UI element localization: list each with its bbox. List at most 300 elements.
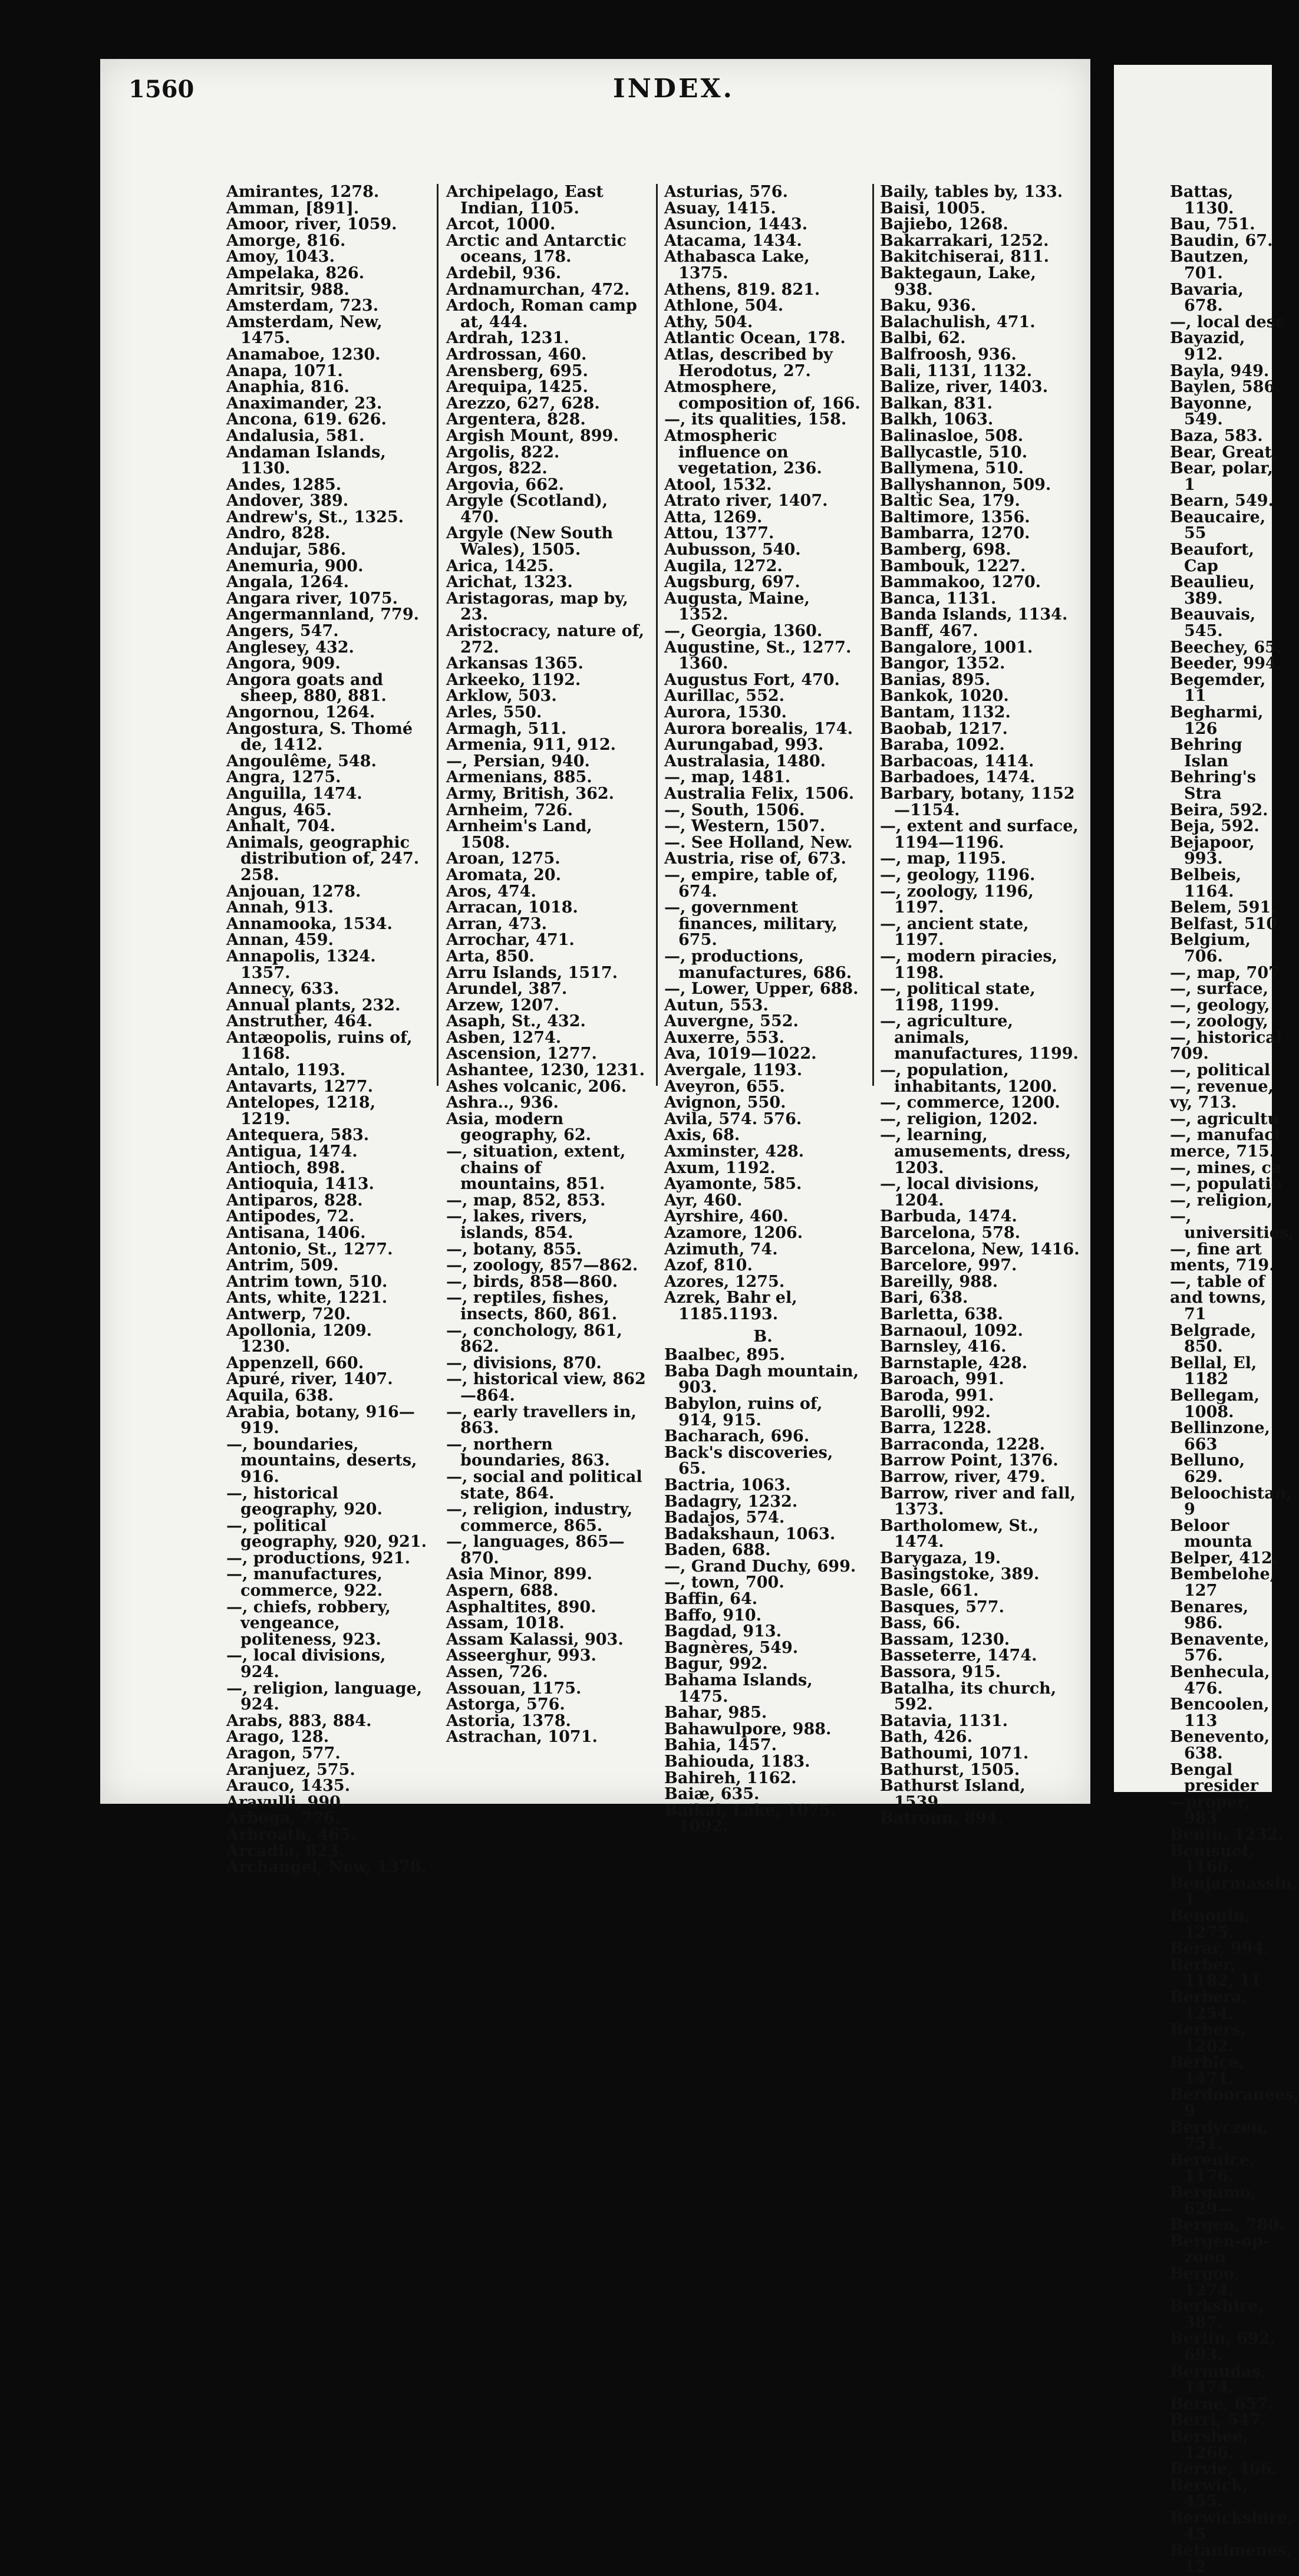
index-entry: Augila, 1272. bbox=[664, 556, 783, 575]
index-entry: Badagry, 1232. bbox=[664, 1492, 798, 1511]
index-entry: Batroun, 894. bbox=[880, 1809, 1003, 1828]
index-entry: Astorga, 576. bbox=[446, 1695, 565, 1714]
index-entry: Beaucaire, 55 bbox=[1170, 508, 1266, 543]
index-entry: Baylen, 586. bbox=[1170, 378, 1281, 397]
index-entry: Armagh, 511. bbox=[446, 719, 567, 738]
index-entry: —, northern boundaries, 863. bbox=[446, 1435, 610, 1470]
index-entry: Barcelona, 578. bbox=[880, 1224, 1021, 1242]
index-entry: Austria, rise of, 673. bbox=[664, 849, 846, 868]
index-entry: —, Georgia, 1360. bbox=[664, 622, 823, 641]
index-entry: Atool, 1532. bbox=[664, 475, 772, 494]
index-entry: ments, 719. bbox=[1170, 1256, 1275, 1275]
index-entry: Auxerre, 553. bbox=[664, 1028, 785, 1047]
index-entry: Asuncion, 1443. bbox=[664, 215, 808, 234]
index-entry: Bergen, 780. bbox=[1170, 2216, 1285, 2235]
index-entry: Antioch, 898. bbox=[226, 1158, 345, 1177]
index-entry: Back's discoveries, 65. bbox=[664, 1443, 833, 1478]
index-entry: —, geology, 1196. bbox=[880, 865, 1036, 884]
index-entry: Antrim, 509. bbox=[226, 1256, 339, 1275]
index-entry: Aubusson, 540. bbox=[664, 541, 801, 559]
index-entry: Belluno, 629. bbox=[1170, 1451, 1245, 1486]
index-entry: Axminster, 428. bbox=[664, 1142, 805, 1161]
index-entry: Auvergne, 552. bbox=[664, 1012, 799, 1031]
index-entry: Ancona, 619. 626. bbox=[226, 410, 387, 429]
index-entry: Asben, 1274. bbox=[446, 1028, 562, 1047]
index-entry: —, its qualities, 158. bbox=[664, 410, 847, 429]
index-entry: Belgrade, 850. bbox=[1170, 1321, 1257, 1356]
index-entry: —, extent and surface, 1194—1196. bbox=[880, 817, 1079, 852]
index-entry: Ardnamurchan, 472. bbox=[446, 280, 630, 299]
index-entry: Angora goats and sheep, 880, 881. bbox=[226, 670, 387, 706]
index-entry: Arequipa, 1425. bbox=[446, 378, 588, 397]
index-entry: Banias, 895. bbox=[880, 670, 991, 689]
index-entry: Anemuria, 900. bbox=[226, 556, 364, 575]
index-entry: Beja, 592. bbox=[1170, 817, 1260, 836]
index-entry: Berbice, 1471. bbox=[1170, 2053, 1245, 2088]
index-entry: Bermudas, 1474. bbox=[1170, 2362, 1267, 2397]
index-entry: Banff, 467. bbox=[880, 622, 978, 641]
index-entry: Ashes volcanic, 206. bbox=[446, 1077, 627, 1096]
index-entry: Aravulli, 990. bbox=[226, 1793, 347, 1811]
index-entry: Banda Islands, 1134. bbox=[880, 605, 1068, 624]
index-entry: —, lakes, rivers, islands, 854. bbox=[446, 1207, 588, 1242]
index-entry: Augusta, Maine, 1352. bbox=[664, 589, 810, 624]
index-entry: Ardrossan, 460. bbox=[446, 345, 587, 364]
index-entry: Armenia, 911, 912. bbox=[446, 736, 616, 755]
index-entry: Bath, 426. bbox=[880, 1728, 972, 1747]
index-entry: —, boundaries, mountains, deserts, 916. bbox=[226, 1435, 417, 1486]
index-entry: Australia Felix, 1506. bbox=[664, 784, 855, 803]
index-entry: —, ancient state, 1197. bbox=[880, 914, 1029, 950]
index-entry: Bembelohe, 127 bbox=[1170, 1565, 1276, 1600]
index-entry: Begemder, 11 bbox=[1170, 670, 1266, 706]
index-column-5 bbox=[1170, 183, 1299, 2576]
index-entry: Bahawulpore, 988. bbox=[664, 1719, 832, 1738]
index-entry: —, zoology, 1196, 1197. bbox=[880, 882, 1034, 917]
index-entry: Azamore, 1206. bbox=[664, 1224, 803, 1242]
index-entry: Beira, 592. bbox=[1170, 801, 1268, 819]
index-entry: Benavente, 576. bbox=[1170, 1630, 1270, 1665]
index-entry: Amorge, 816. bbox=[226, 231, 346, 250]
index-entry: Athlone, 504. bbox=[664, 297, 784, 315]
index-entry: —, modern piracies, 1198. bbox=[880, 947, 1058, 982]
index-entry: Aurungabad, 993. bbox=[664, 736, 824, 755]
index-entry: Baroda, 991. bbox=[880, 1386, 994, 1405]
index-entry: Augustine, St., 1277. 1360. bbox=[664, 638, 852, 673]
index-entry: Amoor, river, 1059. bbox=[226, 215, 397, 234]
index-entry: Angermannland, 779. bbox=[226, 605, 420, 624]
index-entry: Benjarmassin, 1 bbox=[1170, 1874, 1298, 1909]
index-entry: Anguilla, 1474. bbox=[226, 784, 362, 803]
index-entry: Arnheim, 726. bbox=[446, 801, 573, 819]
index-entry: Amman, [891]. bbox=[226, 199, 360, 218]
index-entry: Angoulême, 548. bbox=[226, 752, 377, 770]
index-entry: —, local divisions, 924. bbox=[226, 1646, 386, 1682]
index-entry: Bahia, 1457. bbox=[664, 1736, 777, 1755]
index-entry: Bangor, 1352. bbox=[880, 654, 1005, 673]
index-entry: Arran, 473. bbox=[446, 914, 548, 933]
index-entry: 709. bbox=[1170, 1045, 1209, 1063]
index-entry: Arta, 850. bbox=[446, 947, 535, 966]
index-entry: Bamberg, 698. bbox=[880, 541, 1011, 559]
index-entry: Antalo, 1193. bbox=[226, 1061, 346, 1080]
index-entry: Belfast, 510. bbox=[1170, 914, 1283, 933]
column-rule bbox=[656, 184, 658, 1086]
index-entry: merce, 715. bbox=[1170, 1142, 1275, 1161]
index-entry: Babylon, ruins of, 914, 915. bbox=[664, 1394, 823, 1429]
index-entry: —, map, 707 bbox=[1170, 963, 1280, 982]
index-entry: Bergamo, 629— bbox=[1170, 2183, 1257, 2218]
index-entry: Ascension, 1277. bbox=[446, 1045, 597, 1063]
index-entry: Belgium, 706. bbox=[1170, 931, 1251, 966]
index-entry: —, government finances, military, 675. bbox=[664, 898, 838, 950]
index-entry: Bagnères, 549. bbox=[664, 1638, 799, 1657]
index-entry: Baltimore, 1356. bbox=[880, 508, 1030, 526]
index-entry: Behring's Stra bbox=[1170, 768, 1257, 803]
index-entry: Aurora borealis, 174. bbox=[664, 719, 853, 738]
index-entry: Antelopes, 1218, 1219. bbox=[226, 1093, 376, 1128]
index-entry: —, situation, extent, chains of mountains, 851. bbox=[446, 1142, 626, 1194]
index-entry: Barnsley, 416. bbox=[880, 1338, 1007, 1356]
index-entry: Bali, 1131, 1132. bbox=[880, 361, 1033, 380]
index-entry: —, commerce, 1200. bbox=[880, 1093, 1060, 1112]
index-entry: Berne, 657. bbox=[1170, 2394, 1274, 2413]
index-entry: —, population, inhabitants, 1200. bbox=[880, 1061, 1057, 1096]
index-entry: Arcot, 1000. bbox=[446, 215, 556, 234]
index-entry: Attou, 1377. bbox=[664, 524, 774, 543]
index-entry: Bayla, 949. bbox=[1170, 361, 1270, 380]
index-entry: Bergen-op-zoon bbox=[1170, 2232, 1270, 2267]
index-entry: Bajiebo, 1268. bbox=[880, 215, 1008, 234]
index-entry: Ardebil, 936. bbox=[446, 263, 562, 282]
index-entry: Baiæ, 635. bbox=[664, 1785, 760, 1804]
index-entry: Andover, 389. bbox=[226, 492, 349, 510]
index-entry: Asuay, 1415. bbox=[664, 199, 776, 218]
index-entry: Anjouan, 1278. bbox=[226, 882, 361, 901]
index-entry: Apuré, river, 1407. bbox=[226, 1370, 393, 1389]
index-entry: Beauvais, 545. bbox=[1170, 605, 1256, 641]
index-entry: Bartholomew, St., 1474. bbox=[880, 1516, 1039, 1551]
index-entry: Bantam, 1132. bbox=[880, 703, 1011, 722]
index-entry: —, birds, 858—860. bbox=[446, 1272, 618, 1291]
index-entry: —proper, 983 bbox=[1170, 1793, 1250, 1828]
index-entry: Astrachan, 1071. bbox=[446, 1728, 598, 1747]
index-entry: Bacharach, 696. bbox=[664, 1427, 810, 1446]
index-column-3 bbox=[664, 184, 862, 1835]
index-entry: Bathoumi, 1071. bbox=[880, 1744, 1029, 1763]
index-entry: Ballyshannon, 509. bbox=[880, 475, 1051, 494]
index-entry: —, political geography, 920, 921. bbox=[226, 1516, 427, 1551]
index-entry: —, South, 1506. bbox=[664, 801, 805, 819]
index-entry: Andrew's, St., 1325. bbox=[226, 508, 404, 526]
index-entry: —, productions, 921. bbox=[226, 1549, 410, 1567]
index-entry: Baalbec, 895. bbox=[664, 1346, 786, 1365]
index-entry: Bengal presider bbox=[1170, 1760, 1259, 1796]
index-entry: Aromata, 20. bbox=[446, 865, 561, 884]
index-entry: Aspern, 688. bbox=[446, 1582, 559, 1600]
index-entry: Bassam, 1230. bbox=[880, 1630, 1010, 1649]
index-entry: Bervie, 466. bbox=[1170, 2460, 1277, 2479]
index-entry: —, historical geography, 920. bbox=[226, 1484, 383, 1519]
index-entry: Baza, 583. bbox=[1170, 426, 1263, 445]
index-entry: —, zoology, bbox=[1170, 1012, 1268, 1031]
index-entry: Barletta, 638. bbox=[880, 1305, 1003, 1323]
index-entry: Anhalt, 704. bbox=[226, 817, 335, 836]
index-entry: —, early travellers in, 863. bbox=[446, 1402, 637, 1438]
index-entry: Aveyron, 655. bbox=[664, 1077, 785, 1096]
index-entry: Balkan, 831. bbox=[880, 394, 993, 413]
index-entry: Arbroath, 465. bbox=[226, 1825, 357, 1844]
index-entry: Annamooka, 1534. bbox=[226, 914, 393, 933]
index-entry: Arauco, 1435. bbox=[226, 1777, 351, 1796]
index-entry: Beeder, 994. bbox=[1170, 654, 1282, 673]
index-entry: —. See Holland, New. bbox=[664, 833, 853, 852]
index-entry: Barcelore, 997. bbox=[880, 1256, 1017, 1275]
index-entry: —, manufactures, commerce, 922. bbox=[226, 1565, 383, 1600]
index-entry: Asaph, St., 432. bbox=[446, 1012, 586, 1031]
index-entry: Anaximander, 23. bbox=[226, 394, 383, 413]
index-entry: Baikal, Lake, 1075. 1092. bbox=[664, 1801, 836, 1836]
index-entry: Avila, 574. 576. bbox=[664, 1109, 802, 1128]
index-entry: Antipodes, 72. bbox=[226, 1207, 355, 1226]
index-entry: Bangalore, 1001. bbox=[880, 638, 1033, 657]
index-entry: Archipelago, East Indian, 1105. bbox=[446, 183, 604, 218]
index-entry: Angostura, S. Thomé de, 1412. bbox=[226, 719, 413, 755]
index-entry: —, Lower, Upper, 688. bbox=[664, 980, 859, 999]
index-entry: Begharmi, 126 bbox=[1170, 703, 1264, 738]
index-entry: Bakitchiserai, 811. bbox=[880, 248, 1049, 266]
index-entry: Bear, polar, 1 bbox=[1170, 459, 1273, 494]
index-entry: Antavarts, 1277. bbox=[226, 1077, 373, 1096]
index-entry: Andujar, 586. bbox=[226, 541, 347, 559]
index-entry: Berwickshire, 45 bbox=[1170, 2508, 1293, 2544]
index-entry: —, revenue, bbox=[1170, 1077, 1274, 1096]
index-entry: —, local desc bbox=[1170, 312, 1285, 331]
index-entry: Armenians, 885. bbox=[446, 768, 592, 787]
index-entry: Anaphia, 816. bbox=[226, 378, 350, 397]
index-entry: —, productions, manufactures, 686. bbox=[664, 947, 852, 982]
index-entry: Bass, 66. bbox=[880, 1614, 961, 1633]
index-entry: Andalusia, 581. bbox=[226, 426, 365, 445]
index-entry: —, religion, language, 924. bbox=[226, 1679, 423, 1714]
index-entry: Andro, 828. bbox=[226, 524, 331, 543]
index-column-4 bbox=[880, 184, 1080, 1827]
index-entry: Aristagoras, map by, 23. bbox=[446, 589, 628, 624]
index-entry: Benisuef, 1166. bbox=[1170, 1842, 1254, 1877]
index-entry: Balbi, 62. bbox=[880, 329, 966, 348]
index-entry: Avignon, 550. bbox=[664, 1093, 786, 1112]
index-entry: Berkshire, 387. bbox=[1170, 2297, 1264, 2332]
index-entry: Anstruther, 464. bbox=[226, 1012, 373, 1031]
index-entry: Ashantee, 1230, 1231. bbox=[446, 1061, 645, 1080]
index-entry: Batavia, 1131. bbox=[880, 1711, 1008, 1730]
index-entry: Assen, 726. bbox=[446, 1663, 548, 1682]
index-entry: Arnheim's Land, 1508. bbox=[446, 817, 592, 852]
index-entry: Berbers, 1202. bbox=[1170, 2021, 1247, 2055]
index-entry: Ayamonte, 585. bbox=[664, 1175, 802, 1194]
index-entry: Angra, 1275. bbox=[226, 768, 341, 787]
index-entry: Baisi, 1005. bbox=[880, 199, 986, 218]
index-entry: Baffin, 64. bbox=[664, 1590, 758, 1609]
index-entry: Argentera, 828. bbox=[446, 410, 586, 429]
index-entry: Basingstoke, 389. bbox=[880, 1565, 1040, 1584]
index-entry: Arzew, 1207. bbox=[446, 996, 560, 1014]
index-entry: Berenice, 1176. bbox=[1170, 2150, 1255, 2186]
index-entry: —, learning, amusements, dress, 1203. bbox=[880, 1126, 1071, 1177]
index-entry: Basseterre, 1474. bbox=[880, 1646, 1037, 1665]
index-entry: —, chiefs, robbery, vengeance, politeness, 923. bbox=[226, 1597, 391, 1649]
index-entry: Arcadia, 823. bbox=[226, 1842, 345, 1860]
index-entry: Atmospheric influence on vegetation, 236. bbox=[664, 426, 822, 478]
index-entry: Balachulish, 471. bbox=[880, 312, 1036, 331]
index-entry: Bautzen, 701. bbox=[1170, 248, 1249, 282]
index-entry: Asseerghur, 993. bbox=[446, 1646, 596, 1665]
index-entry: Argolis, 822. bbox=[446, 443, 560, 462]
index-entry: Berwick, 455. bbox=[1170, 2476, 1248, 2511]
index-entry: Aranjuez, 575. bbox=[226, 1760, 355, 1779]
index-entry: Beaulieu, 389. bbox=[1170, 573, 1255, 608]
index-entry: Antrim town, 510. bbox=[226, 1272, 388, 1291]
index-entry: Barbuda, 1474. bbox=[880, 1207, 1017, 1226]
index-entry: Argish Mount, 899. bbox=[446, 426, 619, 445]
index-entry: Arichat, 1323. bbox=[446, 573, 573, 592]
index-entry: Assouan, 1175. bbox=[446, 1679, 582, 1698]
index-entry: —, historical view, 862—864. bbox=[446, 1370, 646, 1405]
index-entry: Army, British, 362. bbox=[446, 784, 615, 803]
index-entry: —, agricultu bbox=[1170, 1109, 1280, 1128]
index-entry: Ardrah, 1231. bbox=[446, 329, 569, 348]
index-entry: Bavaria, 678. bbox=[1170, 280, 1244, 315]
index-entry: Berri, 547. bbox=[1170, 2411, 1267, 2430]
index-entry: —, Grand Duchy, 699. bbox=[664, 1557, 856, 1576]
index-entry: Barolli, 992. bbox=[880, 1402, 991, 1421]
index-entry: Bergoo, 1274. bbox=[1170, 2265, 1240, 2300]
index-entry: Betanimenes, 12 bbox=[1170, 2541, 1293, 2576]
index-entry: Baily, tables by, 133. bbox=[880, 183, 1063, 201]
index-entry: Bahama Islands, 1475. bbox=[664, 1671, 813, 1706]
index-entry: Banca, 1131. bbox=[880, 589, 997, 608]
index-entry: Baraba, 1092. bbox=[880, 736, 1005, 755]
index-entry: Azof, 810. bbox=[664, 1256, 753, 1275]
index-entry: Behring Islan bbox=[1170, 736, 1242, 770]
index-entry: Baku, 936. bbox=[880, 297, 977, 315]
index-entry: Bambarra, 1270. bbox=[880, 524, 1030, 543]
index-entry: Angala, 1264. bbox=[226, 573, 350, 592]
index-entry: Amirantes, 1278. bbox=[226, 183, 380, 201]
index-entry: Aurillac, 552. bbox=[664, 687, 785, 706]
index-entry: Asia, modern geography, 62. bbox=[446, 1109, 592, 1145]
index-entry: Benin, 1232. bbox=[1170, 1825, 1284, 1844]
index-entry: Assam Kalassi, 903. bbox=[446, 1630, 624, 1649]
index-entry: Berar, 994. bbox=[1170, 1939, 1270, 1958]
index-entry: Barbary, botany, 1152—1154. bbox=[880, 784, 1075, 819]
index-entry: Axum, 1192. bbox=[664, 1158, 776, 1177]
index-entry: Amsterdam, New, 1475. bbox=[226, 312, 383, 348]
index-entry: Bankok, 1020. bbox=[880, 687, 1009, 706]
index-entry: Balinasloe, 508. bbox=[880, 426, 1024, 445]
index-entry: Ashra.., 936. bbox=[446, 1093, 559, 1112]
index-entry: and towns, 71 bbox=[1170, 1289, 1267, 1323]
index-entry: Aristocracy, nature of, 272. bbox=[446, 622, 645, 657]
index-entry: —, languages, 865—870. bbox=[446, 1533, 625, 1567]
index-entry: Angara river, 1075. bbox=[226, 589, 398, 608]
index-entry: Bahar, 985. bbox=[664, 1704, 767, 1722]
index-entry: Arrochar, 471. bbox=[446, 931, 575, 950]
index-entry: Berdooranees, 9 bbox=[1170, 2086, 1299, 2121]
index-entry: Benevento, 638. bbox=[1170, 1728, 1270, 1763]
section-letter: B. bbox=[753, 1327, 773, 1346]
index-entry: Bershee, 1266. bbox=[1170, 2427, 1248, 2462]
index-entry: —, map, 1481. bbox=[664, 768, 791, 787]
index-entry: Andes, 1285. bbox=[226, 475, 342, 494]
index-entry: Barcelona, New, 1416. bbox=[880, 1240, 1080, 1259]
index-entry: Barra, 1228. bbox=[880, 1419, 992, 1438]
index-entry: —, historical bbox=[1170, 1028, 1282, 1047]
index-entry: —, map, 852, 853. bbox=[446, 1191, 606, 1210]
index-entry: —, zoology, 857—862. bbox=[446, 1256, 638, 1275]
index-entry: Amritsir, 988. bbox=[226, 280, 350, 299]
index-entry: Augsburg, 697. bbox=[664, 573, 800, 592]
index-entry: Bellinzone, 663 bbox=[1170, 1419, 1270, 1454]
index-entry: Barrow, river, 479. bbox=[880, 1467, 1046, 1486]
index-entry: Bagdad, 913. bbox=[664, 1622, 782, 1641]
index-entry: Bejapoor, 993. bbox=[1170, 833, 1255, 868]
index-entry: Bammakoo, 1270. bbox=[880, 573, 1041, 592]
index-entry: vy, 713. bbox=[1170, 1093, 1237, 1112]
index-entry: Antequera, 583. bbox=[226, 1126, 370, 1145]
index-entry: —, reptiles, fishes, insects, 860, 861. bbox=[446, 1289, 618, 1323]
index-entry: Berdyczeu, 751. bbox=[1170, 2118, 1268, 2153]
index-entry: Atta, 1269. bbox=[664, 508, 763, 526]
index-entry: Benouin, 1275. bbox=[1170, 1906, 1251, 1942]
column-rule bbox=[872, 184, 874, 1086]
index-entry: Benares, 986. bbox=[1170, 1597, 1249, 1633]
index-entry: —, table of bbox=[1170, 1272, 1265, 1291]
page-title: INDEX. bbox=[613, 74, 734, 104]
index-entry: Beechey, 65. bbox=[1170, 638, 1282, 657]
index-entry: Arkeeko, 1192. bbox=[446, 670, 581, 689]
index-entry: Bakarrakari, 1252. bbox=[880, 231, 1049, 250]
index-entry: Angus, 465. bbox=[226, 801, 332, 819]
index-entry: Appenzell, 660. bbox=[226, 1353, 364, 1372]
index-entry: Archangel, New, 1378. bbox=[226, 1858, 427, 1877]
index-entry: Arkansas 1365. bbox=[446, 654, 583, 673]
index-entry: Apollonia, 1209. 1230. bbox=[226, 1321, 372, 1356]
index-entry: Bactria, 1063. bbox=[664, 1475, 791, 1494]
index-entry: Anglesey, 432. bbox=[226, 638, 354, 657]
index-entry: Arklow, 503. bbox=[446, 687, 557, 706]
index-entry: Bareilly, 988. bbox=[880, 1272, 998, 1291]
index-entry: Bayazid, 912. bbox=[1170, 329, 1245, 364]
index-entry: Ayr, 460. bbox=[664, 1191, 743, 1210]
index-entry: Animals, geographic distribution of, 247. 258. bbox=[226, 833, 420, 884]
index-entry: —, surface, bbox=[1170, 980, 1268, 999]
index-entry: Berber, 1182, 11 bbox=[1170, 1955, 1262, 1991]
index-entry: Baba Dagh mountain, 903. bbox=[664, 1362, 859, 1397]
index-entry: Amoy, 1043. bbox=[226, 248, 335, 266]
index-entry: Assam, 1018. bbox=[446, 1614, 565, 1633]
index-entry: Baobab, 1217. bbox=[880, 719, 1008, 738]
index-entry: Baltic Sea, 179. bbox=[880, 492, 1020, 510]
index-entry: Angornou, 1264. bbox=[226, 703, 375, 722]
index-entry: Annapolis, 1324. 1357. bbox=[226, 947, 376, 982]
index-entry: Bathurst, 1505. bbox=[880, 1760, 1020, 1779]
index-entry: —, town, 700. bbox=[664, 1573, 784, 1592]
index-entry: Antiparos, 828. bbox=[226, 1191, 363, 1210]
index-entry: —, Western, 1507. bbox=[664, 817, 826, 836]
index-entry: Beloor mounta bbox=[1170, 1516, 1252, 1551]
index-entry: Baudin, 67. bbox=[1170, 231, 1273, 250]
